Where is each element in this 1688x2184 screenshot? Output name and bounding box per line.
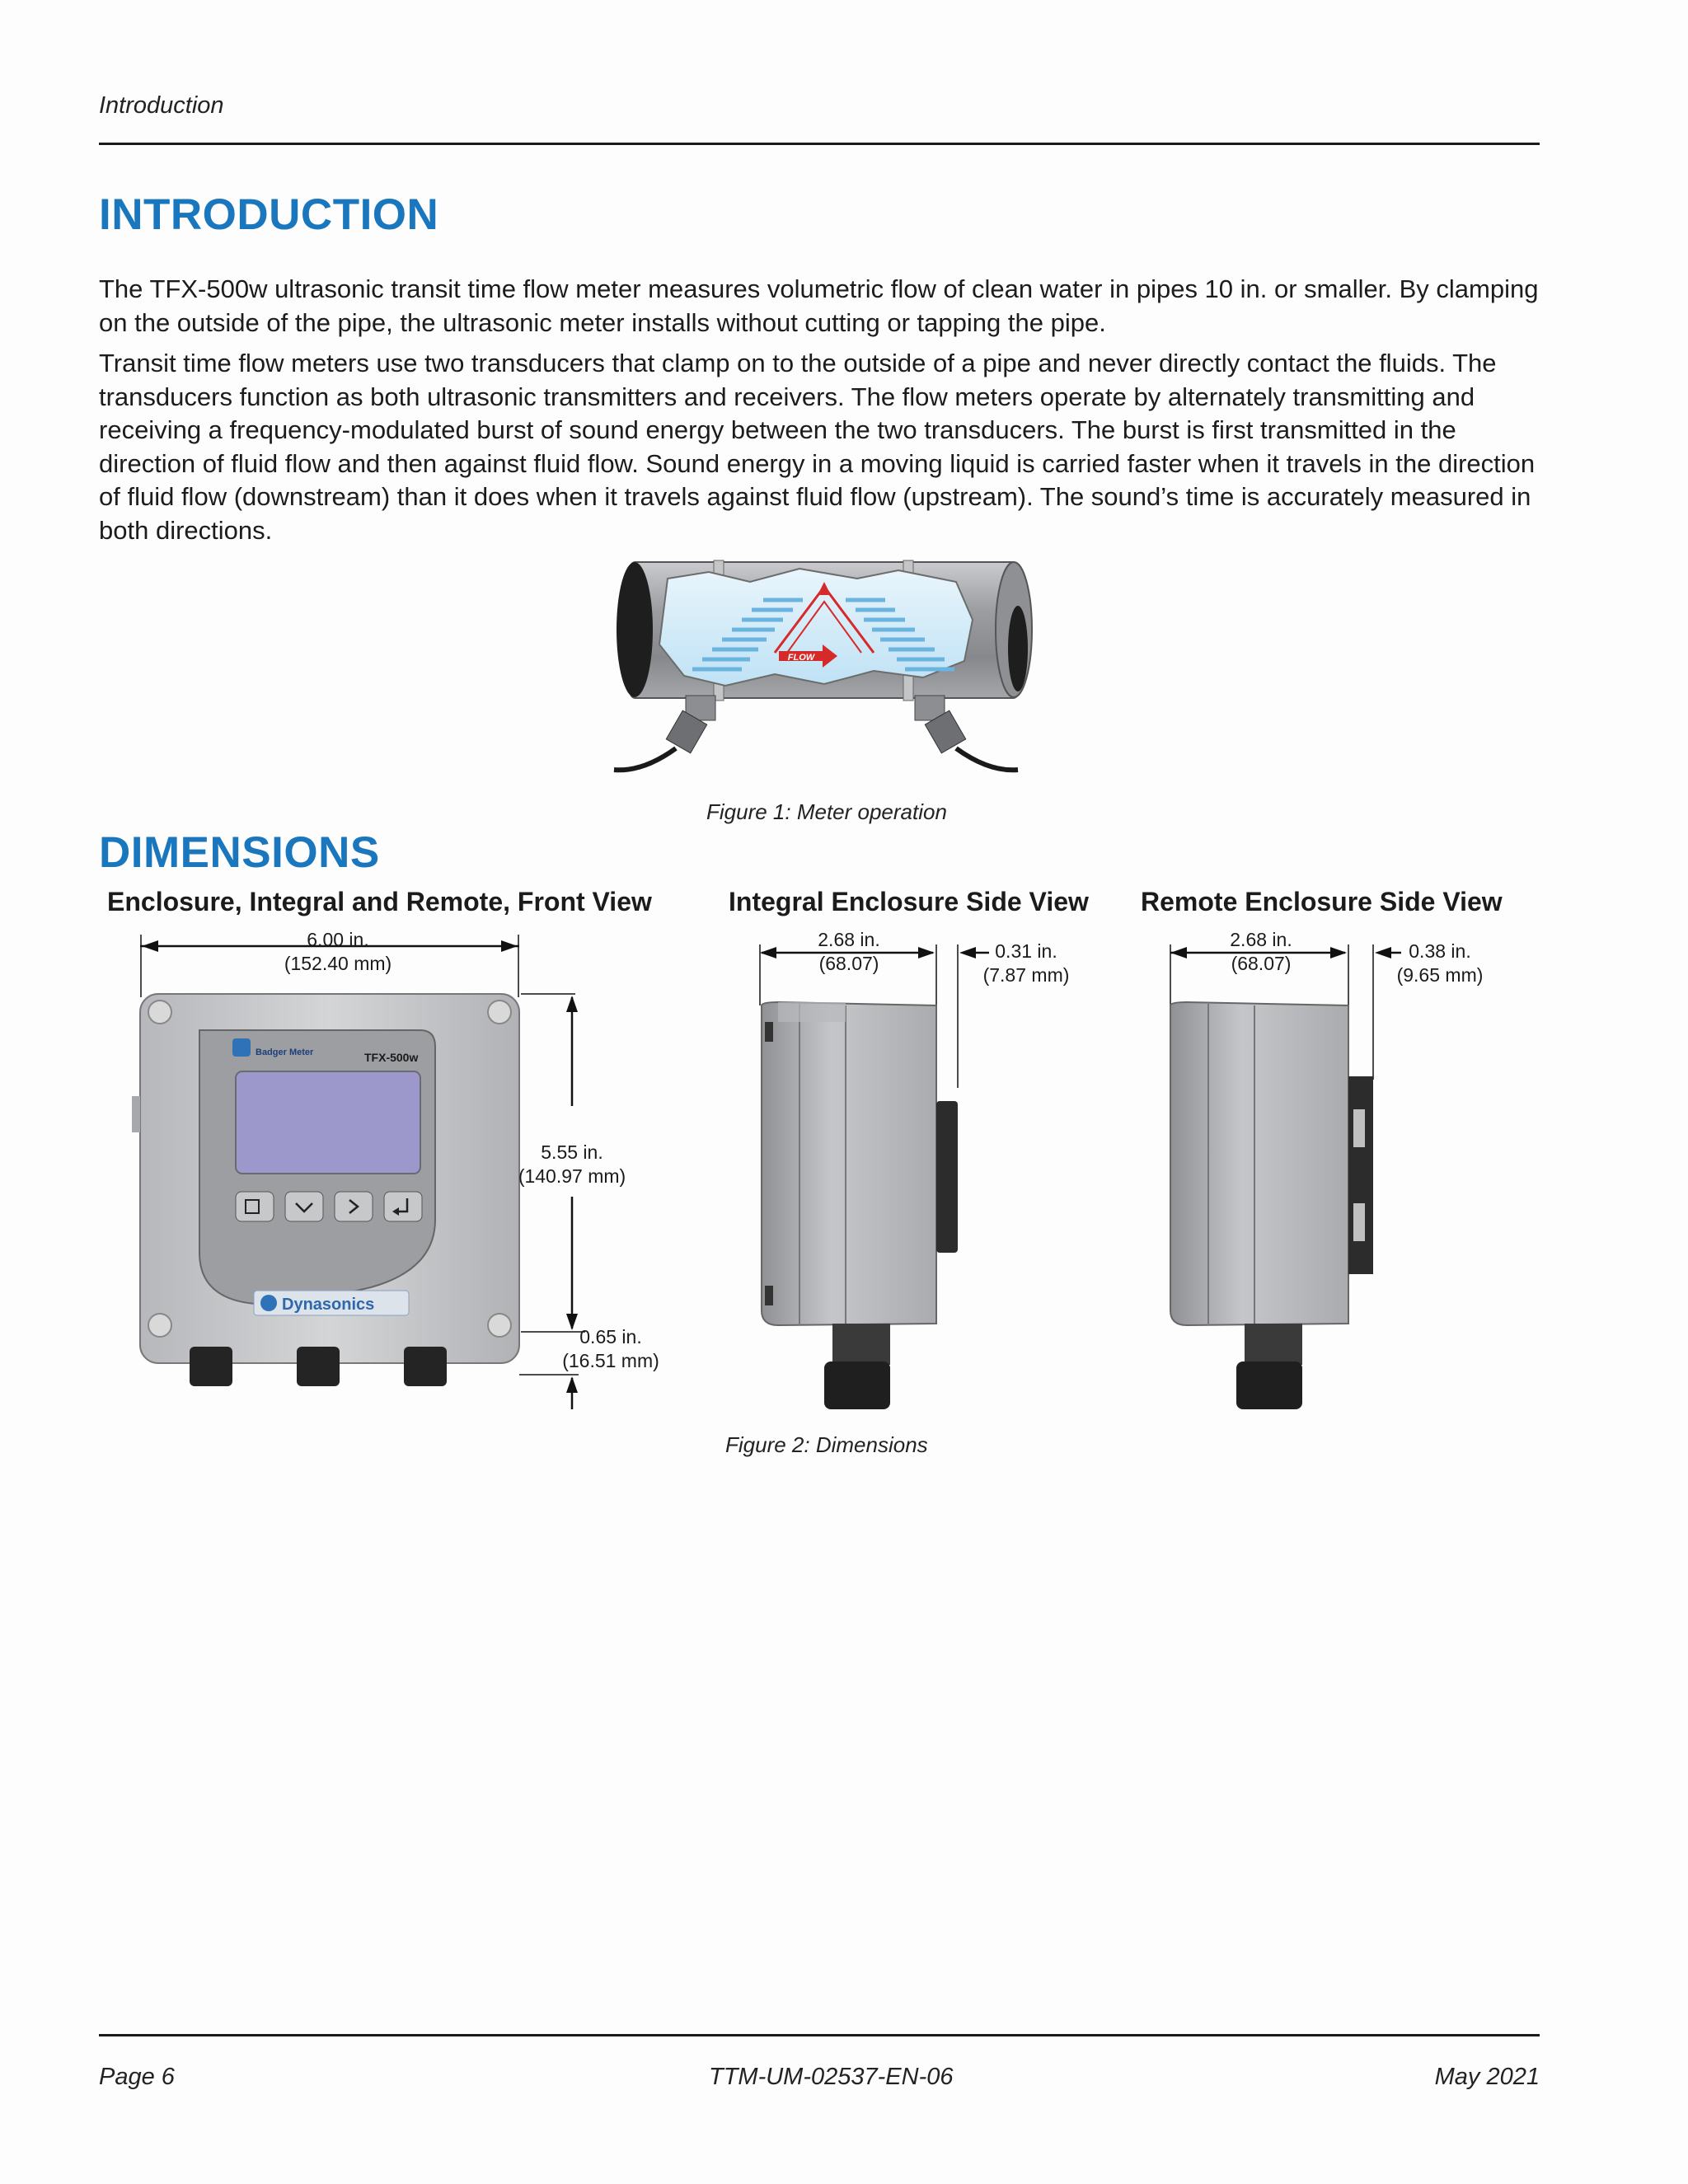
cable-gland-2 — [297, 1347, 340, 1386]
remote-offset-dimension: 0.38 in. (9.65 mm) — [1396, 940, 1484, 986]
menu-key — [236, 1192, 274, 1221]
remote-cable-gland — [1245, 1324, 1302, 1365]
page-number: Page 6 — [99, 2064, 175, 2090]
lcd-screen — [236, 1071, 420, 1174]
transducer-right — [915, 696, 1018, 770]
integral-offset-dimension: 0.31 in. (7.87 mm) — [982, 940, 1070, 986]
header-rule — [99, 143, 1540, 145]
dimensions-heading: DIMENSIONS — [99, 828, 380, 877]
figure-2-caption: Figure 2: Dimensions — [725, 1432, 928, 1457]
integral-side-drawing — [742, 923, 989, 1418]
integral-depth-dimension: 2.68 in. (68.07) — [818, 929, 880, 974]
meter-operation-figure — [610, 554, 1039, 785]
cable-gland-1 — [190, 1347, 232, 1386]
transducer-left — [614, 696, 715, 770]
svg-text:Dynasonics: Dynasonics — [282, 1296, 375, 1314]
publication-date: May 2021 — [1434, 2064, 1540, 2090]
pipe-left-end — [617, 562, 653, 697]
enter-key — [384, 1192, 422, 1221]
introduction-heading: INTRODUCTION — [99, 190, 439, 239]
mounting-plate — [936, 1101, 958, 1253]
remote-side-title: Remote Enclosure Side View — [1141, 887, 1503, 916]
dynasonics-logo — [254, 1291, 409, 1315]
intro-paragraph-1: The TFX-500w ultrasonic transit time flow meter measures volumetric flow of clean water in pipes 10 in. or smaller. By clamping on the outside of the pipe, the ultrasonic meter installs without cutting or tapping the pipe. — [99, 274, 1539, 337]
svg-text:Badger Meter: Badger Meter — [256, 1047, 314, 1057]
document-id: TTM-UM-02537-EN-06 — [709, 2064, 954, 2090]
introduction-body — [99, 273, 1550, 547]
remote-side-drawing — [1154, 923, 1401, 1418]
front-width-dimension: 6.00 in. (152.40 mm) — [284, 929, 392, 974]
down-key — [285, 1192, 323, 1221]
wall-bracket — [1348, 1076, 1373, 1274]
running-header: Introduction — [99, 92, 224, 119]
side-enclosure — [762, 1002, 936, 1325]
remote-enclosure — [1170, 1002, 1348, 1325]
remote-depth-dimension: 2.68 in. (68.07) — [1230, 929, 1292, 974]
front-gland-dimension: 0.65 in. (16.51 mm) — [562, 1326, 659, 1371]
figure-1-caption: Figure 1: Meter operation — [706, 799, 947, 824]
integral-side-title: Integral Enclosure Side View — [729, 887, 1089, 916]
flow-label: FLOW — [787, 653, 815, 663]
front-height-dimension: 5.55 in. (140.97 mm) — [518, 1141, 626, 1187]
model-label: TFX-500w — [364, 1051, 419, 1064]
right-key — [335, 1192, 373, 1221]
side-cable-gland — [832, 1324, 890, 1365]
intro-paragraph-2: Transit time flow meters use two transducers that clamp on to the outside of a pipe and never directly contact the fluids. The transducers function as both ultrasonic transmitters and receivers. The flow meters operate by alternately transmitting and receiving a frequency-modulated burst of sound energy between the two transducers. The burst is first transmitted in the direction of fluid flow and then against fluid flow. Sound energy in a moving liquid is carried faster when it travels in the direction of fluid flow (downstream) than it does when it travels against fluid flow (upstream). The sound’s time is accurately measured in both directions. — [99, 349, 1536, 545]
cable-gland-3 — [404, 1347, 447, 1386]
front-view-title: Enclosure, Integral and Remote, Front View — [107, 887, 652, 916]
footer-rule — [99, 2034, 1540, 2036]
